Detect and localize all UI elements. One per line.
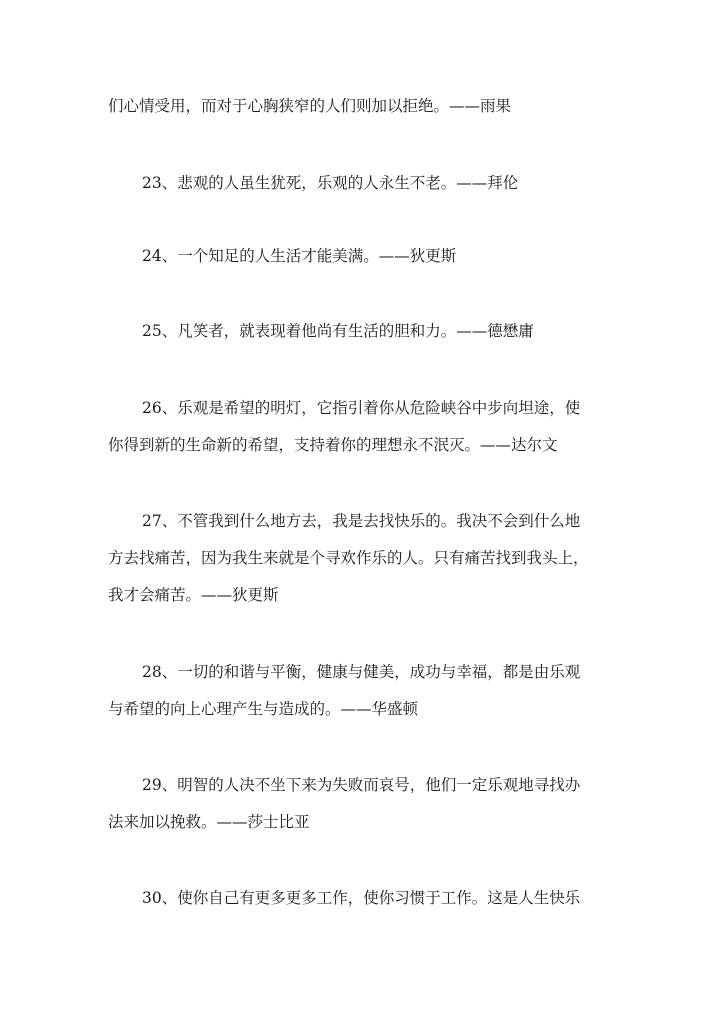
- text-line: 你得到新的生命新的希望，支持着你的理想永不泯灭。——达尔文: [108, 436, 558, 454]
- text-line: 23、悲观的人虽生犹死，乐观的人永生不老。——拜伦: [142, 174, 519, 192]
- text-line: 30、使你自己有更多更多工作，使你习惯于工作。这是人生快乐: [142, 889, 581, 907]
- paragraph-22-continuation: [108, 88, 618, 125]
- text-line: 方去找痛苦，因为我生来就是个寻欢作乐的人。只有痛苦找到我头上，: [108, 549, 589, 567]
- paragraph-26: [108, 390, 618, 464]
- paragraph-27: [108, 503, 618, 614]
- text-line: 法来加以挽救。——莎士比亚: [108, 813, 310, 831]
- text-line: 26、乐观是希望的明灯，它指引着你从危险峡谷中步向坦途，使: [142, 399, 581, 417]
- paragraph-24: [108, 238, 618, 275]
- text-line: 28、一切的和谐与平衡，健康与健美，成功与幸福，都是由乐观: [142, 663, 581, 681]
- text-line: 我才会痛苦。——狄更斯: [108, 586, 279, 604]
- text-line: 24、一个知足的人生活才能美满。——狄更斯: [142, 247, 457, 265]
- paragraph-29: [108, 767, 618, 841]
- text-line: 27、不管我到什么地方去，我是去找快乐的。我决不会到什么地: [142, 512, 581, 530]
- text-line: 们心情受用，而对于心胸狭窄的人们则加以拒绝。——雨果: [108, 97, 512, 115]
- text-line: 29、明智的人决不坐下来为失败而哀号，他们一定乐观地寻找办: [142, 776, 581, 794]
- paragraph-23: [108, 165, 618, 202]
- paragraph-25: [108, 313, 618, 350]
- paragraph-28: [108, 654, 618, 728]
- text-line: 25、凡笑者，就表现着他尚有生活的胆和力。——德懋庸: [142, 322, 534, 340]
- text-line: 与希望的向上心理产生与造成的。——华盛顿: [108, 700, 419, 718]
- paragraph-30: [108, 880, 618, 917]
